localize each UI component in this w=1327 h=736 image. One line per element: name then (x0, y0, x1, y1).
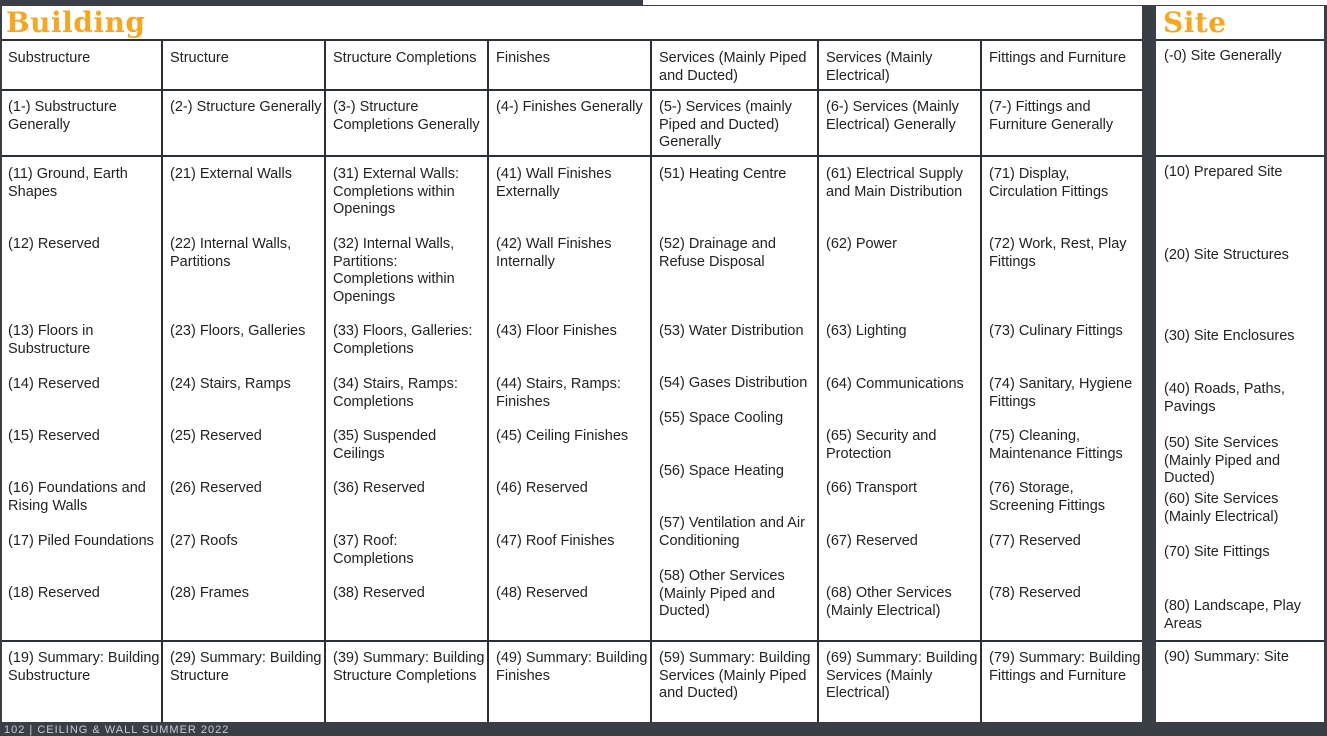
generally-cell: (7-) Fittings and Furniture Generally (989, 99, 1114, 133)
site-summary-rule (1156, 640, 1324, 642)
table-cell: (41) Wall Finishes Externally (496, 166, 612, 200)
table-cell: (61) Electrical Supply and Main Distribution (826, 166, 963, 200)
generally-cell: (1-) Substructure Generally (8, 99, 117, 133)
table-cell: (64) Communications (826, 376, 964, 392)
table-cell: (52) Drainage and Refuse Disposal (659, 236, 776, 270)
summary-cell: (49) Summary: Building Finishes (496, 650, 648, 684)
table-cell: (68) Other Services (Mainly Electrical) (826, 585, 952, 619)
table-cell: (65) Security and Protection (826, 428, 937, 462)
table-cell: (27) Roofs (170, 533, 238, 549)
table-cell: (31) External Walls: Completions within Openings (333, 166, 459, 217)
table-cell: (74) Sanitary, Hygiene Fittings (989, 376, 1133, 410)
table-cell: (72) Work, Rest, Play Fittings (989, 236, 1127, 270)
column-header-services-electrical: Services (Mainly Electrical) (826, 50, 933, 84)
site-generally-cell: (-0) Site Generally (1164, 48, 1282, 64)
generally-cell: (2-) Structure Generally (170, 99, 322, 115)
site-summary-cell: (90) Summary: Site (1164, 649, 1289, 665)
generally-cell: (4-) Finishes Generally (496, 99, 643, 115)
table-cell: (56) Space Heating (659, 463, 784, 479)
table-cell: (13) Floors in Substructure (8, 323, 94, 357)
table-cell: (75) Cleaning, Maintenance Fittings (989, 428, 1123, 462)
building-generally-rule (2, 155, 1142, 157)
generally-cell: (3-) Structure Completions Generally (333, 99, 480, 133)
site-item: (50) Site Services (Mainly Piped and Ducted) (1164, 435, 1281, 486)
generally-cell: (6-) Services (Mainly Electrical) Generally (826, 99, 959, 133)
column-header-structure-completions: Structure Completions (333, 50, 477, 66)
column-divider (980, 40, 982, 722)
site-item: (40) Roads, Paths, Pavings (1164, 381, 1285, 415)
table-cell: (11) Ground, Earth Shapes (8, 166, 128, 200)
table-cell: (21) External Walls (170, 166, 292, 182)
table-cell: (57) Ventilation and Air Conditioning (659, 515, 805, 549)
column-divider (487, 40, 489, 722)
table-cell: (22) Internal Walls, Partitions (170, 236, 292, 270)
site-title-rule (1156, 39, 1324, 41)
building-header-rule (2, 89, 1142, 91)
table-cell: (44) Stairs, Ramps: Finishes (496, 376, 621, 410)
column-header-substructure: Substructure (8, 50, 91, 66)
table-cell: (34) Stairs, Ramps: Completions (333, 376, 458, 410)
table-cell: (53) Water Distribution (659, 323, 804, 339)
table-cell: (63) Lighting (826, 323, 907, 339)
table-cell: (78) Reserved (989, 585, 1081, 601)
site-item: (10) Prepared Site (1164, 164, 1283, 180)
table-cell: (16) Foundations and Rising Walls (8, 480, 146, 514)
summary-cell: (19) Summary: Building Substructure (8, 650, 160, 684)
site-item: (70) Site Fittings (1164, 544, 1270, 560)
building-title-rule (2, 39, 1142, 41)
table-cell: (33) Floors, Galleries: Completions (333, 323, 473, 357)
table-cell: (17) Piled Foundations (8, 533, 154, 549)
table-cell: (23) Floors, Galleries (170, 323, 306, 339)
site-item: (30) Site Enclosures (1164, 328, 1295, 344)
table-cell: (55) Space Cooling (659, 410, 784, 426)
table-cell: (25) Reserved (170, 428, 262, 444)
table-cell: (58) Other Services (Mainly Piped and Ducted) (659, 568, 785, 619)
column-divider (650, 40, 652, 722)
column-divider (324, 40, 326, 722)
site-title: Site (1163, 6, 1227, 39)
column-divider (161, 40, 163, 722)
table-cell: (67) Reserved (826, 533, 918, 549)
table-cell: (28) Frames (170, 585, 249, 601)
top-edge-strip (643, 0, 1327, 5)
generally-cell: (5-) Services (mainly Piped and Ducted) Generally (659, 99, 792, 150)
column-header-fittings: Fittings and Furniture (989, 50, 1127, 66)
summary-cell: (59) Summary: Building Services (Mainly Piped and Ducted) (659, 650, 811, 701)
building-title: Building (6, 6, 146, 39)
table-cell: (12) Reserved (8, 236, 100, 252)
table-cell: (18) Reserved (8, 585, 100, 601)
summary-cell: (39) Summary: Building Structure Completions (333, 650, 485, 684)
table-cell: (15) Reserved (8, 428, 100, 444)
column-header-services-piped: Services (Mainly Piped and Ducted) (659, 50, 807, 84)
table-cell: (73) Culinary Fittings (989, 323, 1123, 339)
table-cell: (37) Roof: Completions (333, 533, 414, 567)
table-cell: (45) Ceiling Finishes (496, 428, 629, 444)
column-header-finishes: Finishes (496, 50, 550, 66)
table-cell: (48) Reserved (496, 585, 588, 601)
table-cell: (47) Roof Finishes (496, 533, 615, 549)
table-cell: (35) Suspended Ceilings (333, 428, 437, 462)
table-cell: (62) Power (826, 236, 897, 252)
site-generally-rule (1156, 155, 1324, 157)
site-item: (60) Site Services (Mainly Electrical) (1164, 491, 1279, 525)
table-cell: (36) Reserved (333, 480, 425, 496)
site-item: (20) Site Structures (1164, 247, 1289, 263)
summary-cell: (69) Summary: Building Services (Mainly Electrical) (826, 650, 978, 701)
table-cell: (43) Floor Finishes (496, 323, 617, 339)
table-cell: (24) Stairs, Ramps (170, 376, 291, 392)
column-header-structure: Structure (170, 50, 229, 66)
table-cell: (38) Reserved (333, 585, 425, 601)
page-footer: 102 | CEILING & WALL SUMMER 2022 (4, 724, 230, 736)
table-cell: (14) Reserved (8, 376, 100, 392)
table-cell: (51) Heating Centre (659, 166, 787, 182)
table-cell: (76) Storage, Screening Fittings (989, 480, 1106, 514)
summary-cell: (79) Summary: Building Fittings and Furniture (989, 650, 1141, 684)
column-divider (817, 40, 819, 722)
table-cell: (77) Reserved (989, 533, 1081, 549)
table-cell: (26) Reserved (170, 480, 262, 496)
table-cell: (46) Reserved (496, 480, 588, 496)
summary-cell: (29) Summary: Building Structure (170, 650, 322, 684)
table-cell: (32) Internal Walls, Partitions: Completions within Openings (333, 236, 455, 305)
building-summary-rule (2, 640, 1142, 642)
table-cell: (66) Transport (826, 480, 918, 496)
table-cell: (54) Gases Distribution (659, 375, 808, 391)
table-cell: (42) Wall Finishes Internally (496, 236, 612, 270)
site-item: (80) Landscape, Play Areas (1164, 598, 1302, 632)
table-cell: (71) Display, Circulation Fittings (989, 166, 1109, 200)
